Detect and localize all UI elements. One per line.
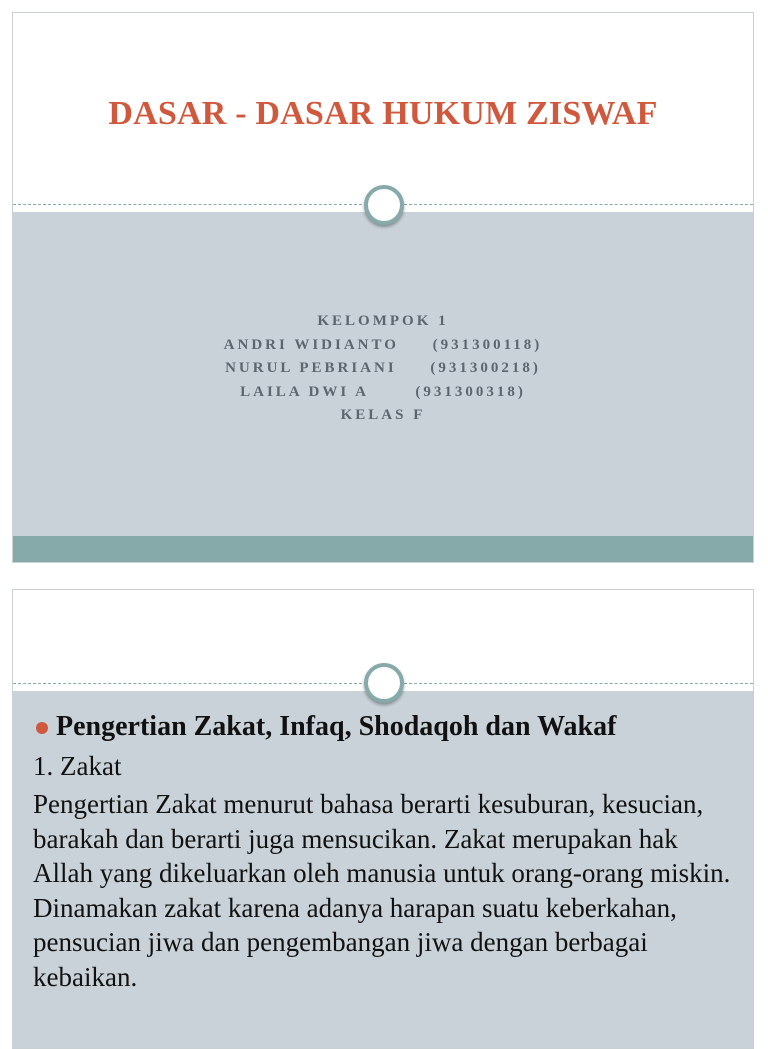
title-area — [13, 13, 753, 205]
subtitle-line-class: KELAS F — [340, 407, 426, 424]
body-paragraph: Pengertian Zakat menurut bahasa berarti kesuburan, kesucian, barakah dan berarti juga mensucikan. Zakat merupakan hak Allah yang dikeluarkan oleh manusia untuk orang-orang miskin. Dinamakan zakat karena adanya harapan suatu keberkahan, pensucian jiwa dan pengembangan jiwa dengan berbagai kebaikan. — [33, 789, 731, 992]
subtitle-line-group: KELOMPOK 1 — [317, 313, 449, 329]
title-slide — [12, 12, 754, 563]
bullet-text: Pengertian Zakat, Infaq, Shodaqoh dan Wakaf — [56, 711, 617, 742]
content-body — [33, 710, 735, 994]
content-slide — [12, 589, 754, 1049]
subtitle-line-member-1: ANDRI WIDIANTO (931300118) — [223, 336, 543, 353]
footer-bar — [13, 536, 753, 562]
subtitle-block — [13, 310, 753, 428]
bullet-item — [33, 710, 735, 744]
section-heading: 1. Zakat — [33, 751, 122, 781]
slide-title: DASAR - DASAR HUKUM ZISWAF — [108, 95, 658, 132]
subtitle-line-member-3: LAILA DWI A (931300318) — [240, 383, 526, 400]
circle-ornament-icon — [364, 663, 404, 703]
circle-ornament-icon — [364, 185, 404, 225]
subtitle-line-member-2: NURUL PEBRIANI (931300218) — [225, 360, 541, 377]
bullet-dot-icon — [36, 722, 48, 734]
